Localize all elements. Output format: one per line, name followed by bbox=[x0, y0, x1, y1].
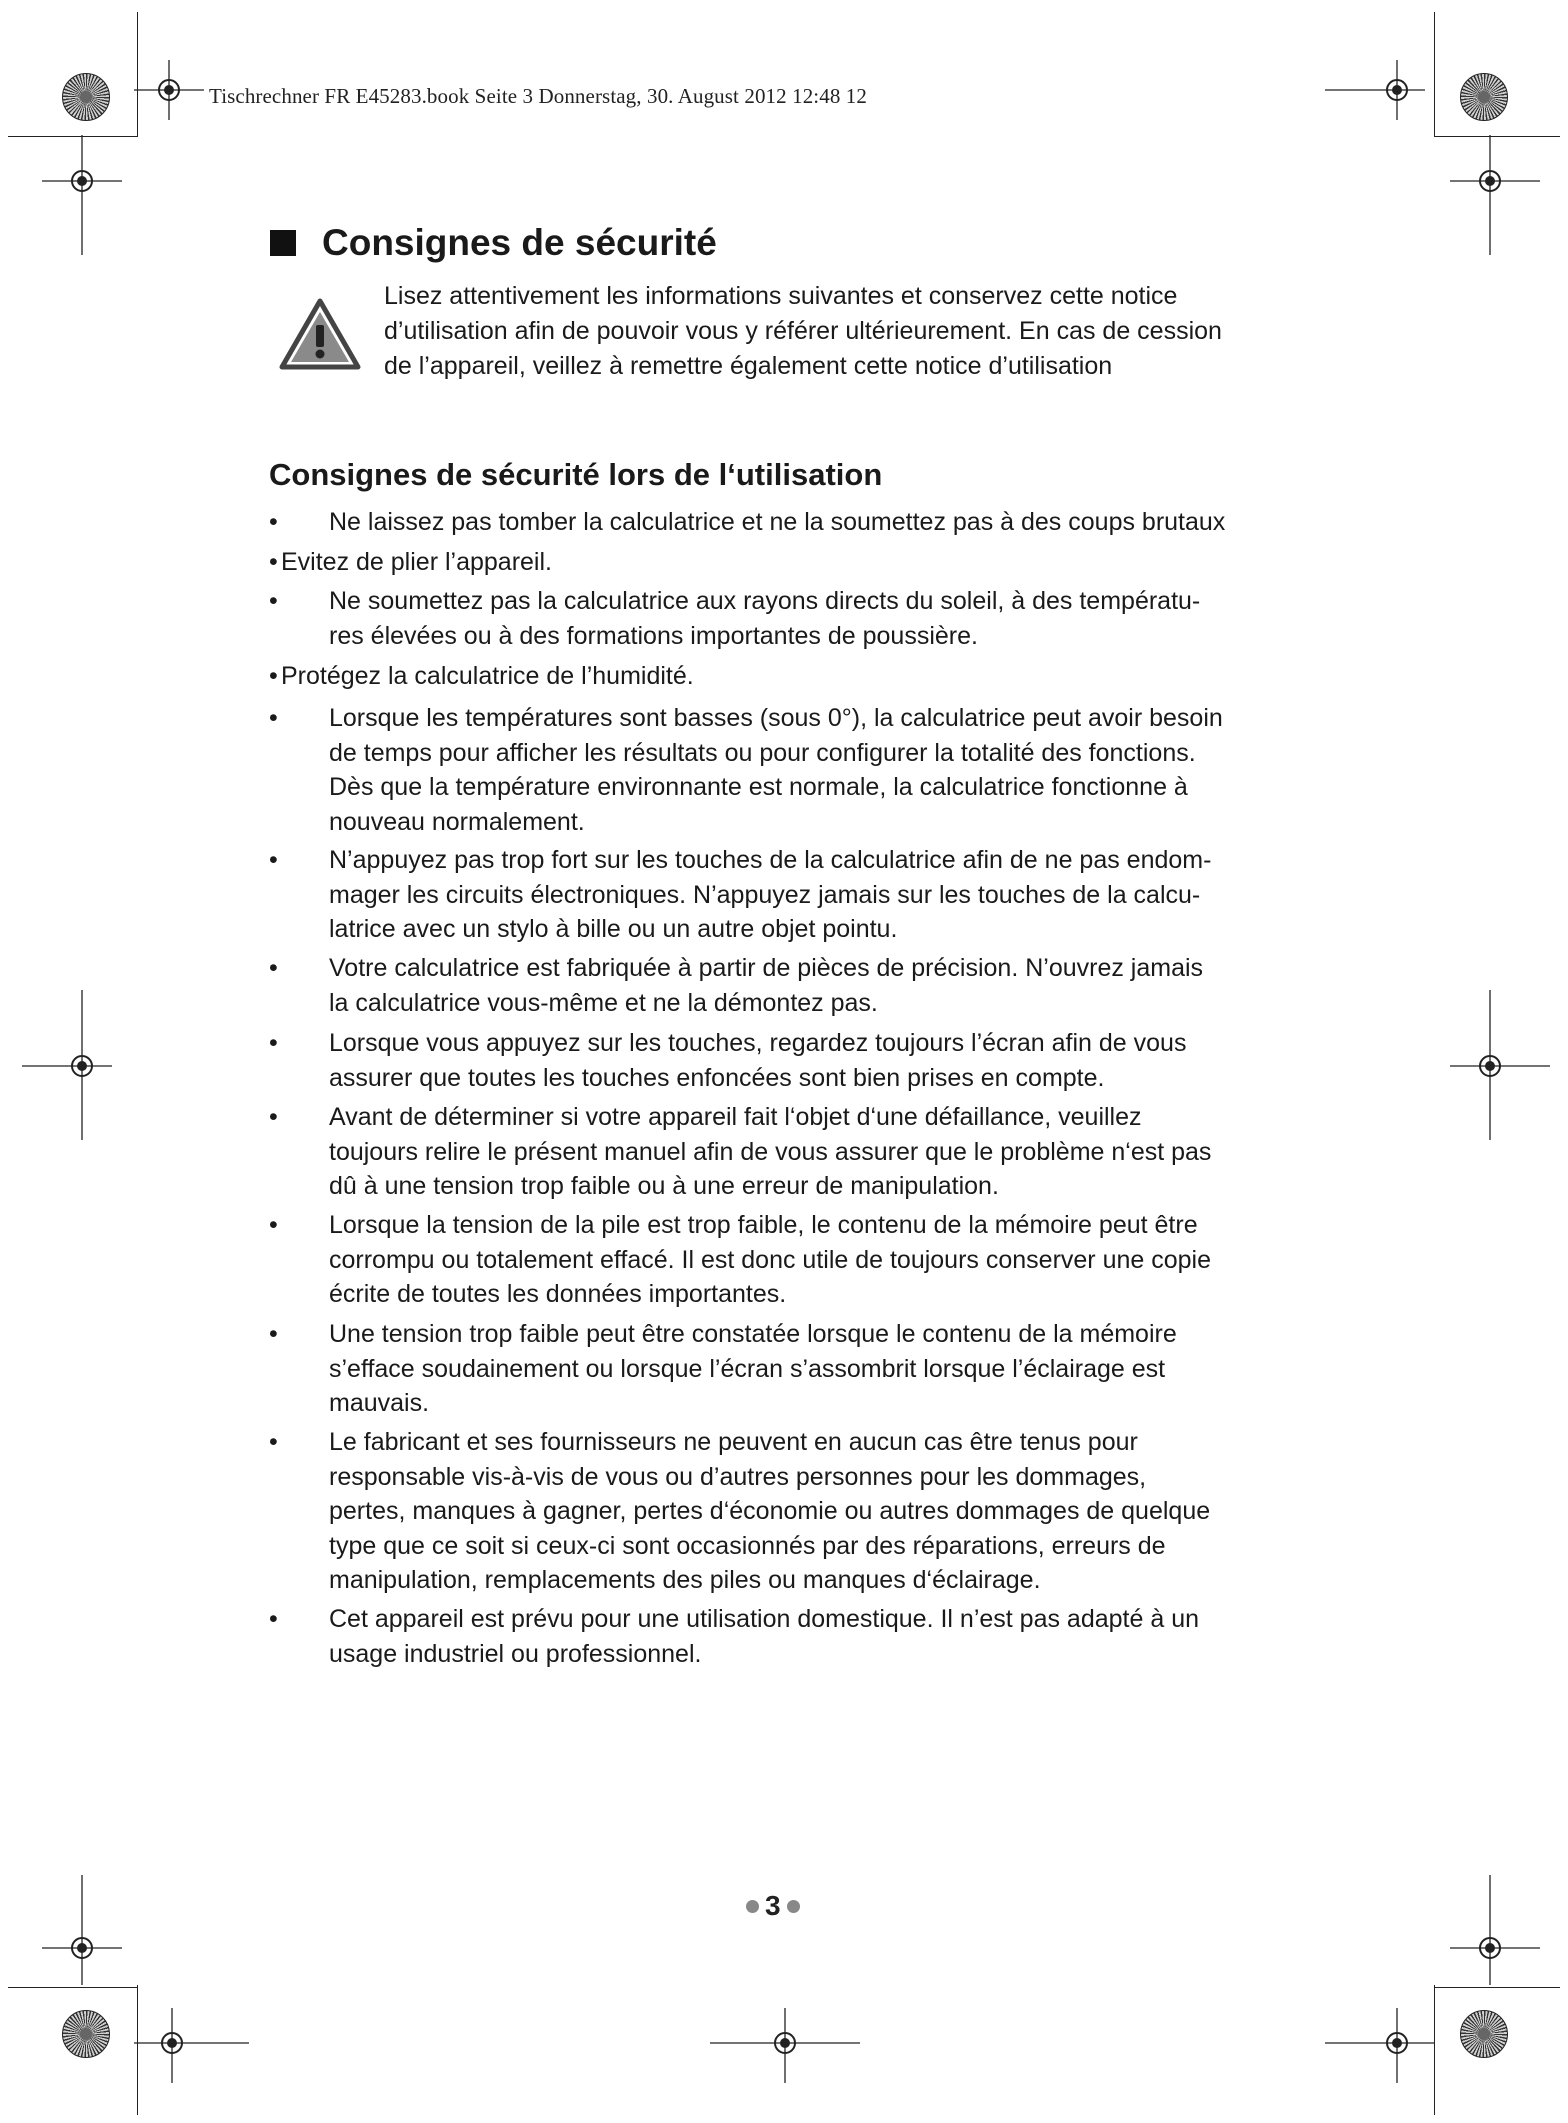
item-line: Cet appareil est prévu pour une utilisation domestique. Il n’est pas adapté à un bbox=[329, 1605, 1199, 1633]
registration-crosshair-icon bbox=[1450, 990, 1550, 1140]
intro-line: de l’appareil, veillez à remettre également cette notice d’utilisation bbox=[384, 352, 1113, 380]
intro-paragraph bbox=[384, 279, 1314, 384]
color-registration-rosette-icon bbox=[62, 2010, 110, 2058]
item-line: mauvais. bbox=[329, 1389, 430, 1417]
bullet-icon: • bbox=[269, 587, 278, 615]
item-line: Le fabricant et ses fournisseurs ne peuvent en aucun cas être tenus pour bbox=[329, 1428, 1138, 1456]
item-line: type que ce soit si ceux-ci sont occasionnés par des réparations, erreurs de bbox=[329, 1531, 1166, 1560]
color-registration-rosette-icon bbox=[1460, 73, 1508, 121]
bullet-icon: • bbox=[269, 548, 278, 576]
item-line: Avant de déterminer si votre appareil fait l‘objet d‘une défaillance, veuillez bbox=[329, 1103, 1142, 1131]
bullet-icon: • bbox=[269, 704, 278, 732]
intro-line: d’utilisation afin de pouvoir vous y référer ultérieurement. En cas de cession bbox=[384, 317, 1222, 345]
page-dot-icon bbox=[787, 1900, 800, 1913]
item-line: de temps pour afficher les résultats ou pour configurer la totalité des fonctions. bbox=[329, 738, 1196, 767]
color-registration-rosette-icon bbox=[1460, 2010, 1508, 2058]
bullet-icon: • bbox=[269, 954, 278, 982]
page-number bbox=[740, 1890, 806, 1922]
registration-crosshair-icon bbox=[1450, 1875, 1540, 1985]
trim-mark bbox=[1434, 12, 1435, 137]
item-line: Evitez de plier l’appareil. bbox=[281, 548, 552, 576]
warning-triangle-icon bbox=[279, 298, 361, 370]
bullet-icon: • bbox=[269, 846, 278, 874]
bullet-icon: • bbox=[269, 508, 278, 536]
bullet-icon: • bbox=[269, 1211, 278, 1239]
bullet-icon: • bbox=[269, 662, 278, 690]
item-line: latrice avec un stylo à bille ou un autre objet pointu. bbox=[329, 915, 898, 943]
bullet-icon: • bbox=[269, 1029, 278, 1057]
registration-crosshair-icon bbox=[42, 125, 122, 255]
registration-crosshair-icon bbox=[1450, 125, 1540, 255]
item-line: mager les circuits électroniques. N’appuyez jamais sur les touches de la calcu- bbox=[329, 880, 1201, 909]
registration-crosshair-icon bbox=[22, 990, 112, 1140]
bullet-icon: • bbox=[269, 1428, 278, 1456]
item-line: toujours relire le présent manuel afin de vous assurer que le problème n‘est pas bbox=[329, 1137, 1212, 1166]
item-line: N’appuyez pas trop fort sur les touches de la calculatrice afin de ne pas endom- bbox=[329, 846, 1212, 874]
item-line: responsable vis-à-vis de vous ou d’autres personnes pour les dommages, bbox=[329, 1462, 1147, 1491]
item-line: Votre calculatrice est fabriquée à partir de pièces de précision. N’ouvrez jamais bbox=[329, 954, 1204, 982]
intro-line: Lisez attentivement les informations suivantes et conservez cette notice bbox=[384, 282, 1178, 310]
registration-crosshair-icon bbox=[1325, 2008, 1435, 2083]
color-registration-rosette-icon bbox=[62, 73, 110, 121]
bullet-icon: • bbox=[269, 1103, 278, 1131]
item-line: usage industriel ou professionnel. bbox=[329, 1639, 702, 1668]
item-line: Lorsque vous appuyez sur les touches, regardez toujours l’écran afin de vous bbox=[329, 1029, 1187, 1057]
registration-crosshair-icon bbox=[1325, 60, 1425, 120]
trim-mark bbox=[1434, 1987, 1560, 1988]
bullet-icon: • bbox=[269, 1605, 278, 1633]
running-header: Tischrechner FR E45283.book Seite 3 Donnerstag, 30. August 2012 12:48 12 bbox=[209, 84, 867, 108]
item-line: Ne laissez pas tomber la calculatrice et ne la soumettez pas à des coups brutaux bbox=[329, 508, 1226, 536]
item-line: manipulation, remplacements des piles ou manques d‘éclairage. bbox=[329, 1566, 1041, 1594]
item-line: Dès que la température environnante est normale, la calculatrice fonctionne à bbox=[329, 773, 1188, 801]
heading-square-icon bbox=[270, 230, 296, 256]
item-line: écrite de toutes les données importantes. bbox=[329, 1280, 787, 1308]
registration-crosshair-icon bbox=[134, 2008, 249, 2083]
registration-crosshair-icon bbox=[134, 60, 204, 120]
trim-mark bbox=[8, 1987, 138, 1988]
item-line: s’efface soudainement ou lorsque l’écran s’assombrit lorsque l’éclairage est bbox=[329, 1354, 1166, 1383]
registration-crosshair-icon bbox=[42, 1875, 122, 1985]
section-heading bbox=[270, 222, 717, 264]
item-line: Protégez la calculatrice de l’humidité. bbox=[281, 662, 694, 690]
subsection-title: Consignes de sécurité lors de l‘utilisation bbox=[269, 457, 883, 492]
item-line: Une tension trop faible peut être constatée lorsque le contenu de la mémoire bbox=[329, 1320, 1177, 1348]
page-number-text: 3 bbox=[765, 1890, 781, 1921]
item-line: Lorsque les températures sont basses (sous 0°), la calculatrice peut avoir besoin bbox=[329, 704, 1223, 732]
registration-crosshair-icon bbox=[710, 2008, 860, 2083]
bullet-icon: • bbox=[269, 1320, 278, 1348]
item-line: nouveau normalement. bbox=[329, 807, 585, 836]
item-line: Lorsque la tension de la pile est trop faible, le contenu de la mémoire peut être bbox=[329, 1211, 1198, 1239]
item-line: assurer que toutes les touches enfoncées sont bien prises en compte. bbox=[329, 1063, 1105, 1092]
item-line: dû à une tension trop faible ou à une erreur de manipulation. bbox=[329, 1172, 999, 1200]
item-line: la calculatrice vous-même et ne la démontez pas. bbox=[329, 988, 878, 1017]
item-line: Ne soumettez pas la calculatrice aux rayons directs du soleil, à des températu- bbox=[329, 587, 1201, 615]
item-line: res élevées ou à des formations importantes de poussière. bbox=[329, 621, 978, 650]
page-dot-icon bbox=[746, 1900, 759, 1913]
section-title: Consignes de sécurité bbox=[322, 222, 717, 263]
item-line: pertes, manques à gagner, pertes d‘économie ou autres dommages de quelque bbox=[329, 1497, 1211, 1525]
item-line: corrompu ou totalement effacé. Il est donc utile de toujours conserver une copie bbox=[329, 1245, 1211, 1274]
